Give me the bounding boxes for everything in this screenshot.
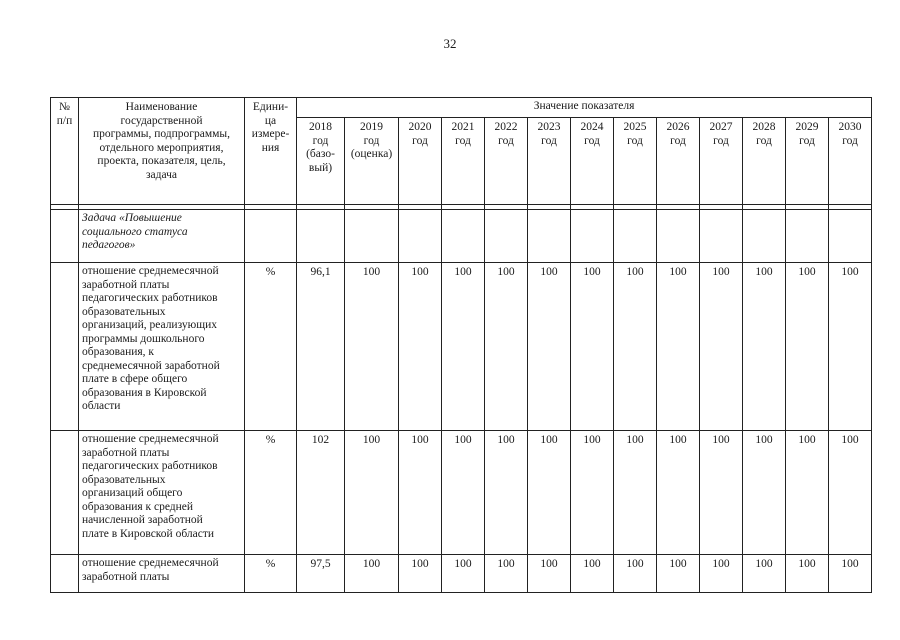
- header-year-label: 2027 год: [709, 121, 733, 147]
- row-number-cell: [51, 431, 79, 555]
- row-number-cell: [51, 555, 79, 593]
- header-year: [786, 118, 829, 205]
- indicator-value: 100: [614, 431, 657, 555]
- header-year-label: 2029 год: [795, 121, 819, 147]
- indicator-value: 100: [786, 431, 829, 555]
- indicator-value: 100: [485, 431, 528, 555]
- row-number-cell: [51, 263, 79, 431]
- indicator-value: 102: [297, 431, 345, 555]
- header-year-label: 2022 год: [494, 121, 518, 147]
- indicator-value: 100: [528, 431, 571, 555]
- header-year-label: 2021 год: [451, 121, 475, 147]
- header-year: [829, 118, 872, 205]
- indicator-value: 100: [345, 555, 399, 593]
- header-year: [345, 118, 399, 205]
- header-year: [442, 118, 485, 205]
- indicator-value: 100: [614, 263, 657, 431]
- indicator-value: 100: [700, 263, 743, 431]
- indicator-value: 100: [571, 431, 614, 555]
- indicator-value: 100: [829, 431, 872, 555]
- header-year: [700, 118, 743, 205]
- indicator-row: [51, 555, 872, 593]
- header-year: [528, 118, 571, 205]
- header-year: [485, 118, 528, 205]
- indicator-name: отношение среднемесячной заработной платы педагогических работников образовательных организаций, реализующих программы дошкольного образования, к среднемесячной заработной плате в сфере общего образования в Кировской области: [79, 263, 245, 431]
- page-number: 32: [443, 36, 457, 51]
- indicator-value: 100: [743, 555, 786, 593]
- header-year: [657, 118, 700, 205]
- indicator-value: 100: [528, 263, 571, 431]
- task-row: [51, 210, 872, 263]
- header-year-label: 2019 год (оценка): [350, 121, 393, 160]
- header-unit-label: Едини- ца измере- ния: [251, 101, 290, 154]
- header-name: [79, 98, 245, 205]
- indicator-value: 100: [442, 263, 485, 431]
- indicator-value: 100: [700, 555, 743, 593]
- indicator-value: 100: [786, 555, 829, 593]
- indicator-unit: %: [245, 555, 297, 593]
- header-year-label: 2018 год (базо- вый): [306, 121, 335, 174]
- indicator-value: 100: [571, 263, 614, 431]
- header-value-group: [297, 98, 872, 118]
- indicator-value: 100: [657, 431, 700, 555]
- header-no: [51, 98, 79, 205]
- header-unit: [245, 98, 297, 205]
- indicator-name: отношение среднемесячной заработной платы педагогических работников образовательных организаций общего образования к средней начисленной заработной плате в Кировской области: [79, 431, 245, 555]
- indicator-value: 100: [399, 555, 442, 593]
- indicator-value: 100: [786, 263, 829, 431]
- indicator-value: 96,1: [297, 263, 345, 431]
- header-year: [743, 118, 786, 205]
- indicator-value: 100: [399, 431, 442, 555]
- header-year: [614, 118, 657, 205]
- indicator-value: 100: [829, 555, 872, 593]
- header-year: [399, 118, 442, 205]
- header-year: [297, 118, 345, 205]
- indicator-value: 100: [345, 431, 399, 555]
- indicator-value: 100: [485, 555, 528, 593]
- indicator-value: 100: [657, 555, 700, 593]
- indicator-value: 100: [700, 431, 743, 555]
- indicator-unit: %: [245, 431, 297, 555]
- indicator-value: 100: [657, 263, 700, 431]
- header-no-label: № п/п: [56, 101, 73, 127]
- indicator-value: 100: [442, 555, 485, 593]
- header-value-group-label: Значение показателя: [533, 100, 635, 112]
- indicator-value: 100: [829, 263, 872, 431]
- indicator-table: [50, 97, 872, 593]
- header-name-label: Наименование государственной программы, подпрограммы, отдельного мероприятия, проекта, показателя, цель, задача: [92, 101, 231, 181]
- indicator-name: отношение среднемесячной заработной платы: [79, 555, 245, 593]
- indicator-value: 100: [743, 263, 786, 431]
- header-year-label: 2026 год: [666, 121, 690, 147]
- header-year-label: 2028 год: [752, 121, 776, 147]
- indicator-value: 100: [345, 263, 399, 431]
- indicator-value: 100: [399, 263, 442, 431]
- indicator-value: 100: [528, 555, 571, 593]
- header-year-label: 2025 год: [623, 121, 647, 147]
- indicator-value: 100: [485, 263, 528, 431]
- indicator-value: 100: [614, 555, 657, 593]
- indicator-value: 100: [743, 431, 786, 555]
- indicator-row: [51, 431, 872, 555]
- indicator-value: 97,5: [297, 555, 345, 593]
- indicator-row: [51, 263, 872, 431]
- indicator-value: 100: [571, 555, 614, 593]
- indicator-unit: %: [245, 263, 297, 431]
- row-number-cell: [51, 210, 79, 263]
- header-year-label: 2020 год: [408, 121, 432, 147]
- header-year-label: 2030 год: [838, 121, 862, 147]
- task-label: Задача «Повышение социального статуса педагогов»: [79, 210, 245, 263]
- header-year-label: 2024 год: [580, 121, 604, 147]
- indicator-value: 100: [442, 431, 485, 555]
- header-year-label: 2023 год: [537, 121, 561, 147]
- header-year: [571, 118, 614, 205]
